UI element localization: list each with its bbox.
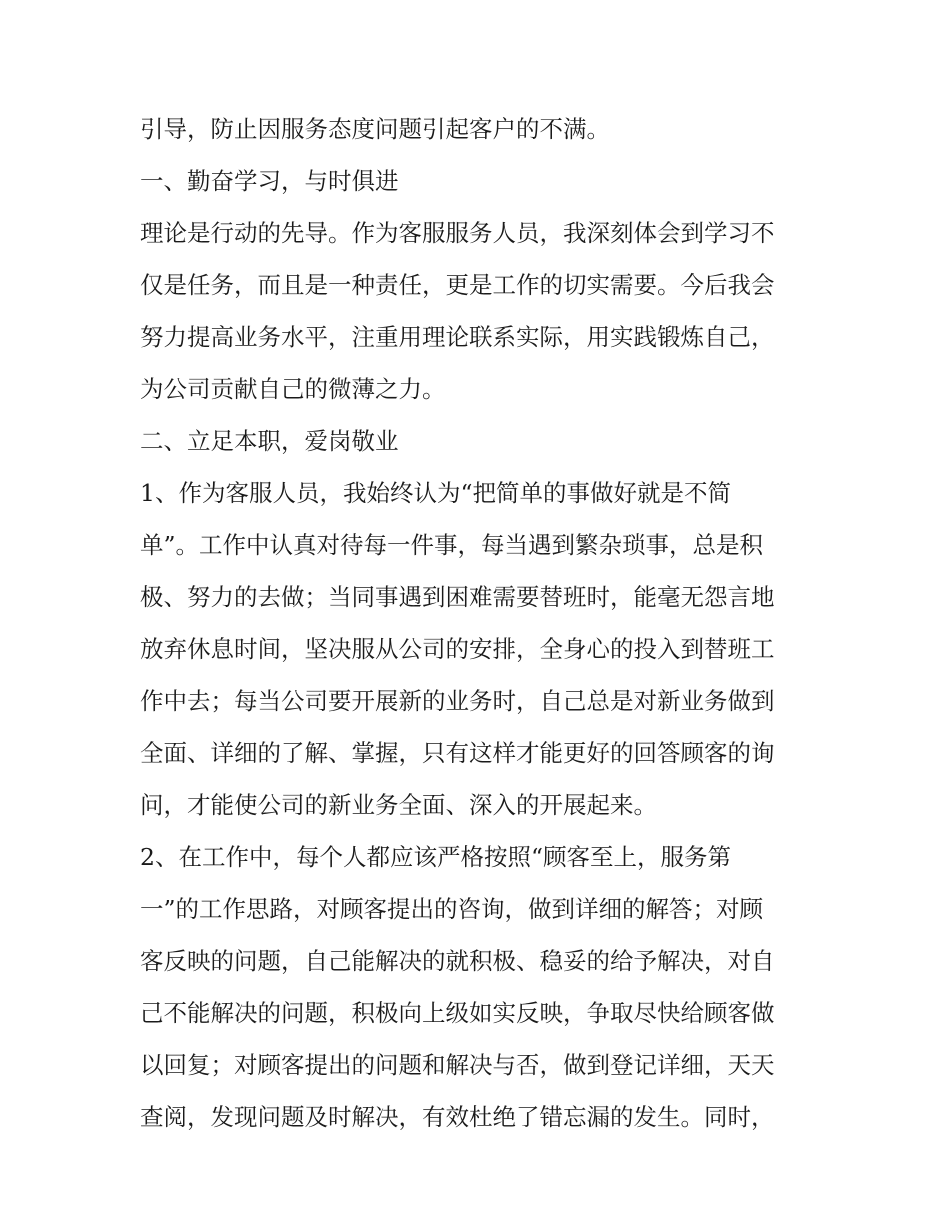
text-line: 2、在工作中，每个人都应该严格按照“顾客至上，服务第 bbox=[140, 843, 731, 871]
text-line: 问，才能使公司的新业务全面、深入的开展起来。 bbox=[140, 791, 657, 819]
section-heading-job: 二、立足本职，爱岗敬业 bbox=[140, 427, 399, 455]
text-line: 极、努力的去做；当同事遇到困难需要替班时，能毫无怨言地 bbox=[140, 583, 775, 611]
text-line: 为公司贡献自己的微薄之力。 bbox=[140, 375, 446, 403]
text-line: 放弃休息时间，坚决服从公司的安排，全身心的投入到替班工 bbox=[140, 635, 775, 663]
text-line: 1、作为客服人员，我始终认为“把简单的事做好就是不简 bbox=[140, 479, 731, 507]
text-line: 作中去；每当公司要开展新的业务时，自己总是对新业务做到 bbox=[140, 687, 775, 715]
text-line: 客反映的问题，自己能解决的就积极、稳妥的给予解决，对自 bbox=[140, 947, 775, 975]
text-line: 一”的工作思路，对顾客提出的咨询，做到详细的解答；对顾 bbox=[140, 895, 764, 923]
text-line: 全面、详细的了解、掌握，只有这样才能更好的回答顾客的询 bbox=[140, 739, 775, 767]
text-line: 努力提高业务水平，注重用理论联系实际，用实践锻炼自己， bbox=[140, 323, 775, 351]
text-line: 引导，防止因服务态度问题引起客户的不满。 bbox=[140, 115, 610, 143]
text-line: 己不能解决的问题，积极向上级如实反映，争取尽快给顾客做 bbox=[140, 999, 775, 1027]
section-heading-study: 一、勤奋学习，与时俱进 bbox=[140, 167, 399, 195]
text-line: 查阅，发现问题及时解决，有效杜绝了错忘漏的发生。同时， bbox=[140, 1103, 775, 1131]
text-line: 单”。工作中认真对待每一件事，每当遇到繁杂琐事，总是积 bbox=[140, 531, 764, 559]
text-line: 仅是任务，而且是一种责任，更是工作的切实需要。今后我会 bbox=[140, 271, 775, 299]
text-line: 以回复；对顾客提出的问题和解决与否，做到登记详细，天天 bbox=[140, 1051, 775, 1079]
text-line: 理论是行动的先导。作为客服服务人员，我深刻体会到学习不 bbox=[140, 219, 775, 247]
